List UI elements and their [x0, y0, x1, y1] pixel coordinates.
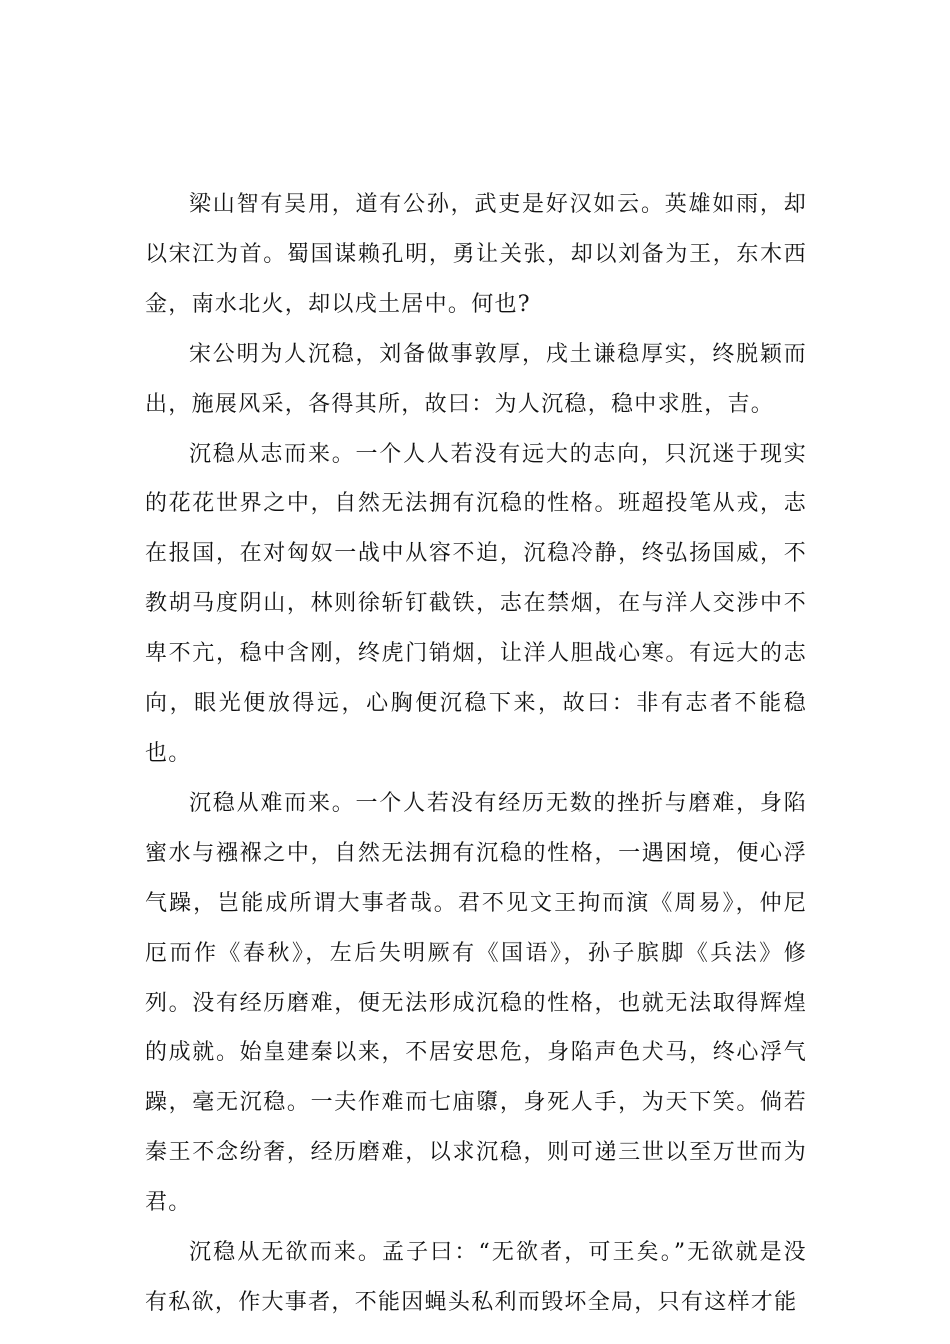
paragraph-2: 宋公明为人沉稳，刘备做事敦厚，戌土谦稳厚实，终脱颖而出，施展风采，各得其所，故曰：为人沉稳，稳中求胜，吉。	[145, 341, 807, 417]
paragraph-1: 梁山智有吴用，道有公孙，武吏是好汉如云。英雄如雨，却以宋江为首。蜀国谋赖孔明，勇让关张，却以刘备为王，东木西金，南水北火，却以戌土居中。何也?	[145, 192, 807, 317]
paragraph-4: 沉稳从难而来。一个人若没有经历无数的挫折与磨难，身陷蜜水与襁褓之中，自然无法拥有沉稳的性格，一遇困境，便心浮气躁，岂能成所谓大事者哉。君不见文王拘而演《周易》，仲尼厄而作《春秋》，左后失明厥有《国语》，孙子膑脚《兵法》修列。没有经历磨难，便无法形成沉稳的性格，也就无法取得辉煌的成就。始皇建秦以来，不居安思危，身陷声色犬马，终心浮气躁，毫无沉稳。一夫作难而七庙隳，身死人手，为天下笑。倘若秦王不念纷奢，经历磨难，以求沉稳，则可递三世以至万世而为君。	[145, 790, 807, 1216]
paragraph-5: 沉稳从无欲而来。孟子曰：“无欲者，可王矣。”无欲就是没有私欲，作大事者，不能因蝇头私利而毁坏全局，只有这样才能	[145, 1240, 807, 1315]
paragraph-3: 沉稳从志而来。一个人人若没有远大的志向，只沉迷于现实的花花世界之中，自然无法拥有沉稳的性格。班超投笔从戎，志在报国，在对匈奴一战中从容不迫，沉稳冷静，终弘扬国威，不教胡马度阴山，林则徐斩钉截铁，志在禁烟，在与洋人交涉中不卑不亢，稳中含刚，终虎门销烟，让洋人胆战心寒。有远大的志向，眼光便放得远，心胸便沉稳下来，故曰：非有志者不能稳也。	[145, 441, 807, 766]
body-text	[145, 180, 807, 1328]
